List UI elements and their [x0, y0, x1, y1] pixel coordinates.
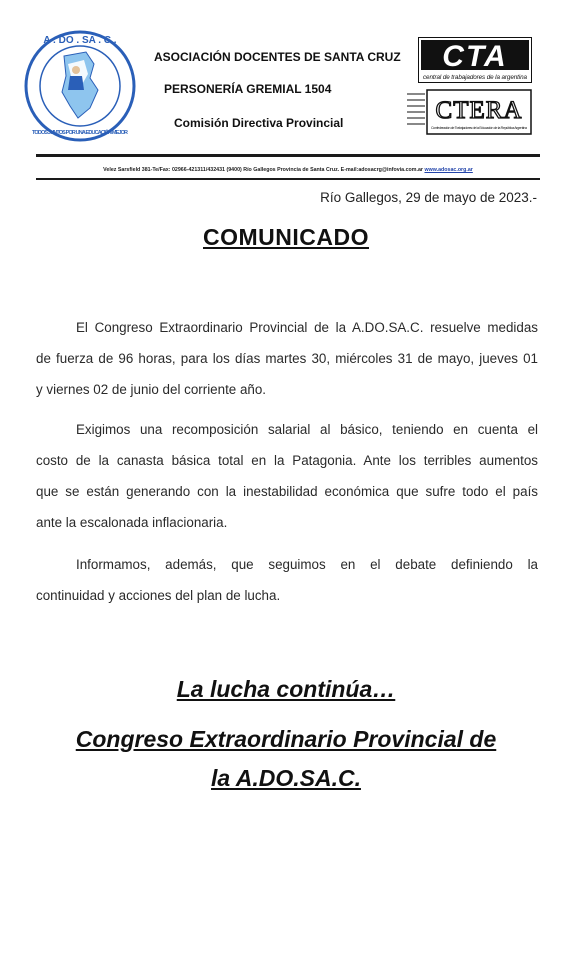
personeria-gremial: PERSONERÍA GREMIAL 1504 [164, 82, 332, 96]
paragraph-line: costo de la canasta básica total en la Patagonia. Ante los terribles aumentos [36, 453, 538, 468]
closing-slogan: La lucha continúa… [176, 676, 396, 702]
paragraph-line: Informamos, además, que seguimos en el debate definiendo la [76, 557, 538, 572]
signature-line-1: Congreso Extraordinario Provincial de [75, 726, 497, 752]
paragraph-line: continuidad y acciones del plan de lucha. [36, 588, 281, 603]
cta-logo [418, 37, 532, 83]
closing-signature [0, 720, 572, 798]
ctera-subtitle: Confederación de Trabajadores de la Educación de la República Argentina [431, 126, 527, 130]
paragraph-1 [36, 312, 538, 405]
paragraph-line: de fuerza de 96 horas, para los días martes 30, miércoles 31 de mayo, jueves 01 [36, 351, 538, 366]
logo-top-text: A . DO . SA . C . [43, 35, 117, 46]
paragraph-line: ante la escalonada inflacionaria. [36, 515, 228, 530]
contact-info [36, 167, 540, 174]
ctera-logo [405, 88, 533, 136]
paragraph-line: Exigimos una recomposición salarial al básico, teniendo en cuenta el [76, 422, 538, 437]
paragraph-3 [36, 549, 538, 611]
cta-subtitle: central de trabajadores de la argentina [423, 74, 527, 81]
org-name: ASOCIACIÓN DOCENTES DE SANTA CRUZ [154, 50, 401, 64]
cta-logo-text: CTA [442, 40, 508, 73]
adosac-logo [24, 30, 136, 142]
paragraph-line: y viernes 02 de junio del corriente año. [36, 382, 267, 397]
website-link[interactable]: www.adosac.org.ar [424, 167, 473, 173]
paragraph-line: El Congreso Extraordinario Provincial de la A.DO.SA.C. resuelve medidas [76, 320, 538, 335]
contact-address: Velez Sarsfield 381-Te/Fax: 02966-421311/432431 (9400) Río Gallegos Provincia de Santa Cruz. E-mail:adosacrg@infovia.com.ar [103, 167, 423, 173]
comision-directiva: Comisión Directiva Provincial [174, 116, 344, 130]
paragraph-line: que se están generando con la inestabilidad económica que sufre todo el país [36, 484, 538, 499]
header-rule-bottom [36, 178, 540, 180]
logo-ring-text: TODOS JUNTOS POR UNA EDUCACIÓN MEJOR [32, 130, 128, 136]
ctera-logo-text: CTERA [435, 97, 523, 124]
header-rule-top [36, 154, 540, 157]
document-date: Río Gallegos, 29 de mayo de 2023.- [320, 190, 537, 205]
paragraph-2 [36, 414, 538, 538]
document-title: COMUNICADO [203, 224, 369, 250]
signature-line-2: la A.DO.SA.C. [211, 765, 361, 791]
